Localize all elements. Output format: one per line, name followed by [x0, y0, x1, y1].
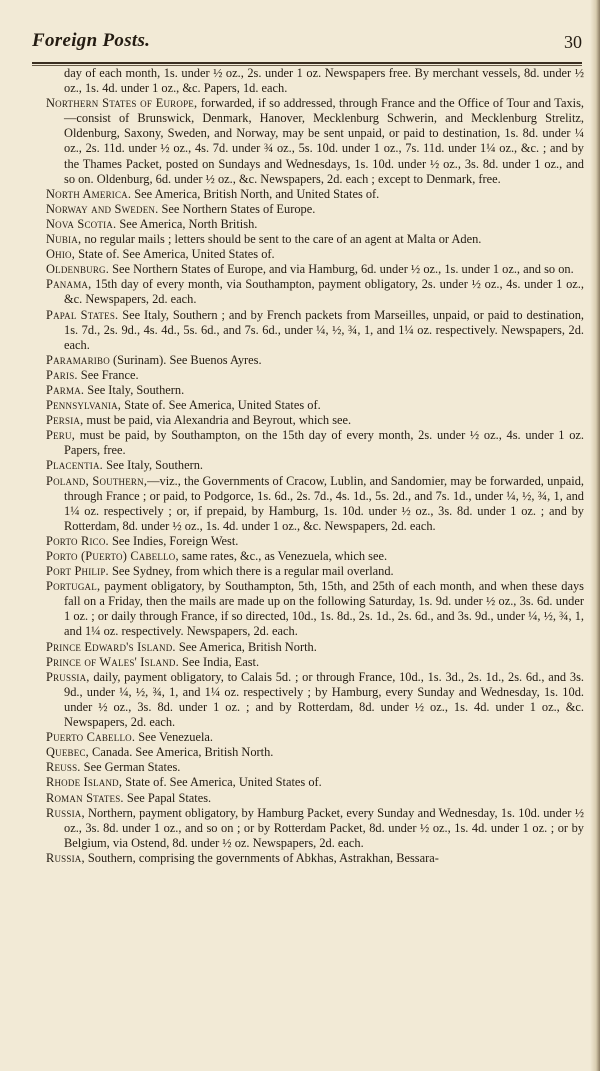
entry-text: See Italy, Southern.	[102, 458, 204, 473]
entry-heading: Rhode Island,	[46, 775, 123, 790]
entry	[46, 791, 584, 806]
entry-heading: Pennsylvania,	[46, 398, 122, 413]
entry	[46, 66, 584, 96]
entry-text: forwarded, if so addressed, through France and the Office of Tour and Taxis,—consist of Brunswick, Denmark, Hanover, Mecklenburg Schwerin, and Mecklenburg Strelitz, Oldenburg, Saxony, Sweden, and Norway, may be sent unpaid, or paid to destination, 1s. 8d. under ¼ oz., 2s. 11d. under ½ oz., 4s. 7d. under ¾ oz., 5s. 10d. under 1 oz., 7s. 11d. under 1¼ oz., &c. ; and by the Thames Packet, posted on Sundays and Wednesdays, 1s. 10d. under ½ oz., 3s. 8d. under 1 oz., and so on. Oldenburg, 6d. under ½ oz., &c. Newspapers, 2d. each ; except to Denmark, free.	[64, 96, 584, 186]
entry	[46, 262, 584, 277]
running-header	[32, 30, 582, 60]
entry-heading: Russia,	[46, 850, 85, 865]
entry-text: See Northern States of Europe.	[158, 201, 316, 216]
entry-heading: Poland, Southern,	[46, 473, 148, 488]
entry	[46, 670, 584, 730]
entry	[46, 730, 584, 745]
page-binding-edge	[590, 0, 600, 1071]
entry	[46, 851, 584, 866]
entry	[46, 640, 584, 655]
entry-text: See Indies, Foreign West.	[108, 533, 239, 548]
entry	[46, 655, 584, 670]
entry	[46, 247, 584, 262]
entry-text: See Italy, Southern.	[84, 382, 185, 397]
entry-heading: Puerto Cabello.	[46, 730, 136, 745]
entry	[46, 458, 584, 473]
entry-heading: Nubia,	[46, 232, 82, 247]
entry-heading: Prussia,	[46, 669, 90, 684]
entry	[46, 549, 584, 564]
entry-heading: Norway and Sweden.	[46, 201, 159, 216]
entry	[46, 187, 584, 202]
entry-text: See Italy, Southern ; and by French packets from Marseilles, unpaid, or paid to destination, 1s. 7d., 2s. 9d., 4s. 4d., 5s. 6d., and 7s. 6d., under ¼, ½, ¾, 1, and 1¼ oz. respectively. Newspapers, 2d. each.	[64, 307, 584, 352]
running-title: Foreign Posts.	[32, 30, 151, 51]
entry-text: State of. See America, United States of.	[75, 247, 275, 262]
entry-heading: Porto Rico.	[46, 533, 109, 548]
entry-text: See America, North British.	[116, 216, 258, 231]
entry	[46, 745, 584, 760]
gazetteer-entries	[46, 66, 584, 866]
entry-heading: Port Philip.	[46, 564, 109, 579]
entry-heading: Northern States of Europe,	[46, 96, 198, 111]
entry-heading: Porto (Puerto) Cabello,	[46, 549, 179, 563]
entry-text: daily, payment obligatory, to Calais 5d. ; or through France, 10d., 1s. 3d., 2s. 1d., 2s. 6d., and 3s. 9d., under ¼, ½, ¾, 1, and 1¼ oz. respectively ; by Hamburg, every Sunday and Wednesday, 1s. 10d. under ½ oz., 3s. 8d. under 1 oz. ; and by Rotterdam, 8d. under ½ oz., 1s. 4d. under 1 oz., &c. Newspapers, 2d. each.	[64, 669, 584, 730]
entry	[46, 428, 584, 458]
entry-text: same rates, &c., as Venezuela, which see.	[178, 549, 388, 563]
entry-text: See America, British North.	[175, 639, 317, 654]
entry-text: no regular mails ; letters should be sent to the care of an agent at Malta or Aden.	[81, 232, 482, 247]
entry-heading: Persia,	[46, 413, 84, 428]
header-rule	[32, 62, 582, 64]
entry-heading: Reuss.	[46, 760, 81, 775]
entry-text: See France.	[77, 367, 139, 382]
entry	[46, 96, 584, 187]
entry-text: Northern, payment obligatory, by Hamburg Packet, every Sunday and Wednesday, 1s. 10d. under ½ oz., 3s. 8d. under 1 oz., and so on ; or by Rotterdam Packet, 8d. under ½ oz., 1s. 4d. under 1 oz. ; or by Belgium, via Ostend, 8d. under ½ oz. Newspapers, 2d. each.	[64, 805, 584, 850]
entry	[46, 564, 584, 579]
entry-heading: Panama,	[46, 277, 92, 292]
entry-text: must be paid, by Southampton, on the 15th day of every month, 2s. under ½ oz., 4s. under 1 oz. Papers, free.	[64, 428, 584, 458]
entry-heading: North America.	[46, 186, 132, 201]
entry-heading: Paramaribo	[46, 352, 110, 367]
entry	[46, 579, 584, 639]
entry	[46, 413, 584, 428]
entry	[46, 232, 584, 247]
entry-text: See India, East.	[178, 654, 260, 669]
entry-heading: Oldenburg.	[46, 262, 110, 277]
entry	[46, 202, 584, 217]
entry	[46, 217, 584, 232]
entry-heading: Roman States.	[46, 790, 124, 805]
entry-heading: Russia,	[46, 805, 85, 820]
entry-text: —viz., the Governments of Cracow, Lublin, and Sandomier, may be forwarded, unpaid, through France ; or paid, to Podgorce, 1s. 6d., 2s. 7d., 4s. 1d., 5s. 2d., and 7s. 1d., under ¼, ½, ¾, 1, and 1¼ oz. respectively ; or, if prepaid, by Hamburg, 1s. 10d. under ½ oz., 3s. 8d. under 1 oz. ; and by Rotterdam, 8d. under ½ oz., 1s. 4d. under 1 oz., &c. Newspapers, 2d. each.	[64, 473, 584, 533]
entry-heading: Paris.	[46, 367, 78, 382]
entry-text: See America, British North, and United States of.	[131, 186, 380, 201]
entry-heading: Quebec,	[46, 745, 89, 760]
entry-text: (Surinam). See Buenos Ayres.	[109, 352, 262, 367]
entry	[46, 353, 584, 368]
entry-text: payment obligatory, by Southampton, 5th, 15th, and 25th of each month, and when these days fall on a Friday, then the mails are made up on the following Saturday, 1s. 9d. under ½ oz., 3s. 6d. under 1 oz. ; or daily through France, if so directed, 10d., 1s. 8d., 2s. 1d., 2s. 6d., and 3s. 9d., under ¼, ½, ¾, 1, and 1¼ oz. respectively. Newspapers, 2d. each.	[64, 579, 584, 639]
entry-text: See Sydney, from which there is a regular mail overland.	[108, 564, 394, 579]
entry-text: See Venezuela.	[135, 730, 214, 745]
entry-heading: Portugal,	[46, 579, 101, 594]
entry-heading: Papal States.	[46, 307, 119, 322]
page-number: 30	[564, 32, 582, 52]
entry	[46, 383, 584, 398]
entry-text: day of each month, 1s. under ½ oz., 2s. under 1 oz. Newspapers free. By merchant vessels, 8d. under ½ oz., 1s. 4d. under 1 oz., &c. Papers, 1d. each.	[64, 66, 584, 96]
entry	[46, 760, 584, 775]
entry	[46, 277, 584, 307]
entry-heading: Nova Scotia.	[46, 216, 117, 231]
entry-heading: Placentia.	[46, 458, 103, 473]
entry-heading: Peru,	[46, 428, 75, 443]
entry-text: State of. See America, United States of.	[122, 775, 322, 790]
entry-text: must be paid, via Alexandria and Beyrout, which see.	[83, 413, 352, 428]
entry	[46, 474, 584, 534]
entry-heading: Prince of Wales' Island.	[46, 654, 179, 669]
entry	[46, 806, 584, 851]
entry-text: State of. See America, United States of.	[121, 398, 321, 413]
entry	[46, 775, 584, 790]
entry-heading: Prince Edward's Island.	[46, 639, 176, 654]
entry-heading: Parma.	[46, 382, 85, 397]
entry-text: See German States.	[80, 760, 181, 775]
entry-text: 15th day of every month, via Southampton, payment obligatory, 2s. under ½ oz., 4s. under 1 oz., &c. Newspapers, 2d. each.	[64, 277, 584, 307]
entry	[46, 308, 584, 353]
entry-text: Southern, comprising the governments of Abkhas, Astrakhan, Bessara-	[84, 850, 439, 865]
entry	[46, 398, 584, 413]
entry	[46, 534, 584, 549]
entry	[46, 368, 584, 383]
entry-heading: Ohio,	[46, 247, 76, 262]
entry-text: See Papal States.	[123, 790, 212, 805]
entry-text: Canada. See America, British North.	[88, 745, 274, 760]
entry-text: See Northern States of Europe, and via Hamburg, 6d. under ½ oz., 1s. under 1 oz., and so on.	[109, 262, 574, 277]
